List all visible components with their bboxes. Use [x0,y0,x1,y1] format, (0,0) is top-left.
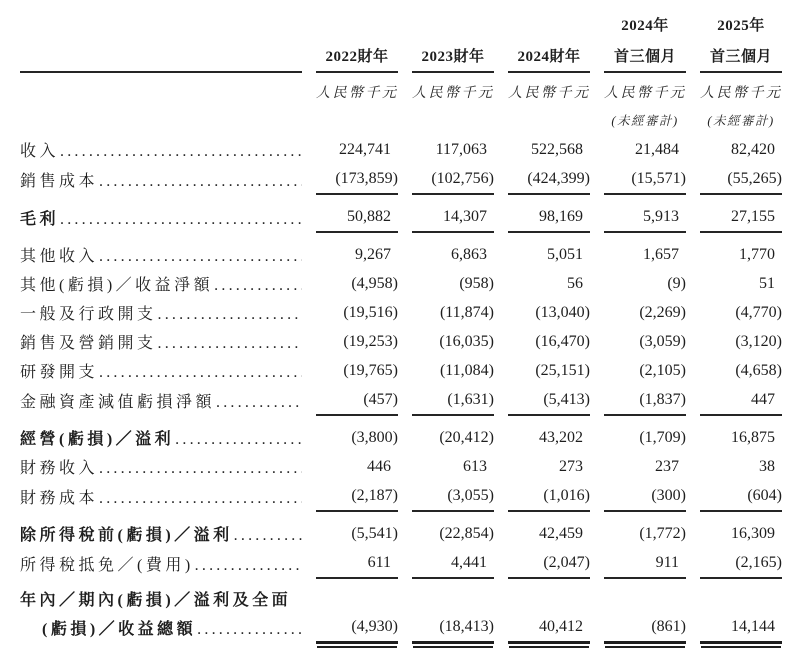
row-label: 銷售及營銷開支 [20,335,157,352]
unit-label: 人民幣千元 [412,86,495,101]
value-cell: (15,571) [604,164,686,195]
value-cell: (5,413) [508,385,590,416]
value-cell: (1,772) [639,524,686,542]
table-row-total-comprehensive-loss-income [20,579,782,644]
column-header-2024-period-year: 2024年 [621,17,669,34]
value-cell: 273 [559,457,583,475]
unit-label: 人民幣千元 [316,86,399,101]
column-header-fy2022: 2022財年 [316,36,398,73]
table-row-net-impairment-losses [20,385,782,416]
value-cell: (424,399) [508,164,590,195]
dot-leader [60,211,302,229]
dot-leader [195,557,302,575]
value-cell: (457) [316,385,398,416]
table-row-finance-income [20,452,782,481]
value-cell: (11,084) [439,361,494,379]
value-cell: 50,882 [316,195,398,233]
value-cell: 611 [316,548,398,579]
value-cell: (19,516) [343,303,398,321]
header-row-columns [20,36,782,73]
dot-leader [99,248,302,266]
value-cell: 27,155 [700,195,782,233]
value-cell: 613 [463,457,487,475]
table-row-finance-costs [20,481,782,512]
unit-label: 人民幣千元 [508,86,591,101]
unaudited-label: (未經審計) [611,114,679,128]
value-cell: (2,187) [316,481,398,512]
value-cell: 51 [759,274,775,292]
value-cell: 1,770 [739,245,775,263]
value-cell: 5,913 [604,195,686,233]
row-label: 一般及行政開支 [20,306,157,323]
value-cell: (173,859) [316,164,398,195]
dot-leader [60,143,302,161]
value-cell: (4,930) [316,579,398,644]
table-row-revenue [20,135,782,164]
value-cell: (1,837) [604,385,686,416]
value-cell: (20,412) [439,428,494,446]
row-label: 金融資產減值虧損淨額 [20,394,216,411]
value-cell: 14,307 [412,195,494,233]
value-cell: (2,047) [508,548,590,579]
value-cell: (16,470) [535,332,590,350]
table-row-selling-marketing-expenses [20,327,782,356]
dot-leader [216,394,302,412]
row-label-line1: 年內／期內(虧損)／溢利及全面 [20,592,292,609]
value-cell: 21,484 [635,140,679,158]
value-cell: 16,309 [731,524,775,542]
unaudited-label: (未經審計) [707,114,775,128]
income-statement-table [6,12,796,644]
value-cell: (2,165) [700,548,782,579]
dot-leader [214,277,302,295]
value-cell: (1,016) [508,481,590,512]
row-label: 經營(虧損)／溢利 [20,431,175,448]
dot-leader [99,364,302,382]
value-cell: (9) [667,274,686,292]
value-cell: (1,709) [639,428,686,446]
table-row-other-income [20,233,782,269]
value-cell: 447 [700,385,782,416]
table-row-cost-of-sales [20,164,782,195]
table-row-other-net-loss-gain [20,269,782,298]
value-cell: (2,269) [639,303,686,321]
value-cell: (11,874) [439,303,494,321]
dot-leader [234,527,302,545]
value-cell: (55,265) [700,164,782,195]
value-cell: 237 [655,457,679,475]
row-label: 其他(虧損)／收益淨額 [20,277,214,294]
value-cell: (5,541) [351,524,398,542]
value-cell: (19,765) [343,361,398,379]
value-cell: 42,459 [539,524,583,542]
header-row-period-year [20,12,782,36]
row-label: 收入 [20,143,60,160]
header-row-unaudited [20,111,782,135]
value-cell: 117,063 [435,140,487,158]
column-header-fy2023: 2023財年 [412,36,494,73]
row-label: 財務成本 [20,490,99,507]
value-cell: 911 [604,548,686,579]
dot-leader [158,335,302,353]
table-row-rnd-expenses [20,356,782,385]
value-cell: (3,059) [639,332,686,350]
value-cell: (2,105) [639,361,686,379]
value-cell: (604) [700,481,782,512]
value-cell: 5,051 [547,245,583,263]
value-cell: (25,151) [535,361,590,379]
row-label: 所得稅抵免／(費用) [20,557,194,574]
value-cell: 6,863 [451,245,487,263]
value-cell: 446 [367,457,391,475]
row-label: 其他收入 [20,248,99,265]
table-row-pretax-loss-profit [20,512,782,548]
value-cell: (22,854) [439,524,494,542]
value-cell: 522,568 [531,140,583,158]
dot-leader [99,490,302,508]
column-header-2024-first-three-months: 首三個月 [604,36,686,73]
row-label: 除所得稅前(虧損)／溢利 [20,527,233,544]
value-cell: (4,770) [735,303,782,321]
value-cell: 82,420 [731,140,775,158]
column-header-2025-first-three-months: 首三個月 [700,36,782,73]
value-cell: (18,413) [412,579,494,644]
header-row-unit [20,73,782,111]
value-cell: 14,144 [700,579,782,644]
table-row-general-admin-expenses [20,298,782,327]
dot-leader [175,431,302,449]
unit-label: 人民幣千元 [604,86,687,101]
dot-leader [99,460,302,478]
value-cell: (4,958) [351,274,398,292]
value-cell: (958) [459,274,494,292]
value-cell: 1,657 [643,245,679,263]
value-cell: (4,658) [735,361,782,379]
value-cell: 9,267 [355,245,391,263]
unit-label: 人民幣千元 [700,86,783,101]
value-cell: 224,741 [339,140,391,158]
row-label-line2: (虧損)／收益總額 [42,621,197,638]
value-cell: (19,253) [343,332,398,350]
value-cell: (102,756) [412,164,494,195]
value-cell: 4,441 [412,548,494,579]
row-label: 研發開支 [20,364,99,381]
value-cell: (861) [604,579,686,644]
table-row-gross-profit [20,195,782,233]
table-row-operating-loss-profit [20,416,782,452]
value-cell: 98,169 [508,195,590,233]
dot-leader [99,173,302,191]
value-cell: 38 [759,457,775,475]
dot-leader [158,306,302,324]
value-cell: (3,120) [735,332,782,350]
value-cell: (16,035) [439,332,494,350]
value-cell: 56 [567,274,583,292]
dot-leader [197,615,302,644]
row-label: 財務收入 [20,460,99,477]
value-cell: (1,631) [412,385,494,416]
row-label: 毛利 [20,211,60,228]
value-cell: 16,875 [731,428,775,446]
value-cell: (3,800) [351,428,398,446]
column-header-2025-period-year: 2025年 [717,17,765,34]
column-header-fy2024: 2024財年 [508,36,590,73]
row-label: 銷售成本 [20,173,99,190]
value-cell: (300) [604,481,686,512]
value-cell: (3,055) [412,481,494,512]
value-cell: (13,040) [535,303,590,321]
table-row-income-tax-credit-expense [20,548,782,579]
value-cell: 40,412 [508,579,590,644]
value-cell: 43,202 [539,428,583,446]
